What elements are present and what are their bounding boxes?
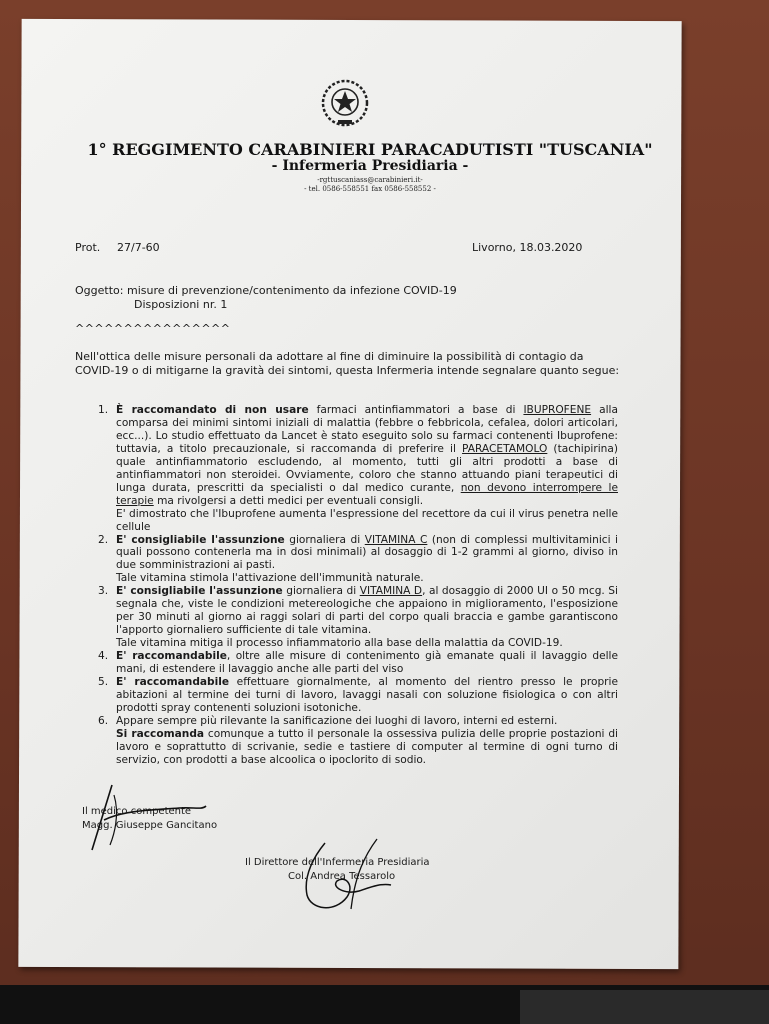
list-item: 6. Appare sempre più rilevante la sanificazione dei luoghi di lavoro, interni ed esterni. Si raccomanda comunque a tutto il personale la ossessiva pulizia delle proprie postazioni di lavoro e soprattutto di scrivanie, sedie e tastiere di computer al termine di ogni turno di servizio, con prodotti a base alcoolica o ipoclorito di sodio. bbox=[98, 714, 618, 766]
list-item: 3. E' consigliabile l'assunzione giornaliera di VITAMINA D, al dosaggio di 2000 UI o 50 mcg. Si segnala che, viste le condizioni metereologiche che appaiono in miglioramento, l'esposizione per 30 minuti al giorno ai raggi solari di parti del corpo quali braccia e gambe garantiscono l'apporto giornaliero sufficiente di tale vitamina. Tale vitamina mitiga il processo infiammatorio alla base della malattia da COVID-19. bbox=[98, 585, 618, 650]
list-item: 4. E' raccomandabile, oltre alle misure di contenimento già emanate quali il lavaggio delle mani, di estendere il lavaggio anche alle parti del viso bbox=[98, 650, 619, 676]
department-title: - Infermeria Presidiaria - bbox=[271, 158, 469, 174]
institution-title: 1° REGGIMENTO CARABINIERI PARACADUTISTI "TUSCANIA" bbox=[87, 140, 653, 159]
director-signature-scrawl bbox=[285, 835, 435, 915]
director-role: Il Direttore dell'Infermeria Presidiaria bbox=[245, 857, 430, 868]
email-line: -rgttuscaniass@carabinieri.it- bbox=[317, 176, 423, 184]
list-item: 1. È raccomandato di non usare farmaci antinfiammatori a base di IBUPROFENE alla comparsa dei minimi sintomi iniziali di malattia (febbre o febbricola, cefalea, dolori articolari, ecc...). Lo studio effettuato da Lancet è stato eseguito solo su farmaci contenenti Ibuprofene: tuttavia, a titolo precauzionale, si raccomanda di preferire il PARACETAMOLO (tachipirina) quale antinfiammatorio escludendo, al momento, tutti gli altri prodotti a base di antinfiammatori non steroidei. Ovviamente, coloro che stanno attuando piani terapeutici di lunga durata, prescritti da specialisti o dal medico curante, non devono interrompere le terapie ma rivolgersi a detti medici per eventuali consigli. E' dimostrato che l'Ibuprofene aumenta l'espressione del recettore da cui il virus penetra nelle cellule bbox=[98, 404, 618, 533]
separator: ^^^^^^^^^^^^^^^^ bbox=[75, 322, 231, 335]
prot-label: Prot. bbox=[75, 241, 101, 254]
list-item: 5. E' raccomandabile effettuare giornalmente, al momento del rientro presso le proprie abitazioni al termine dei turni di lavoro, lavaggi nasali con soluzione fisiologica o con altri prodotti spray contenenti soluzioni isotoniche. bbox=[98, 676, 618, 714]
director-name: Col. Andrea Tessarolo bbox=[288, 871, 396, 882]
medico-signature-scrawl bbox=[84, 780, 214, 855]
subject-text: misure di prevenzione/contenimento da infezione COVID-19 bbox=[127, 284, 457, 297]
floor-object bbox=[520, 990, 769, 1024]
list-item: 2. E' consigliabile l'assunzione giornaliera di VITAMINA C (non di complessi multivitaminici i quali possono contenerla ma in dosi minimali) al dosaggio di 1-2 grammi al giorno, diviso in due somministrazioni ai pasti. Tale vitamina stimola l'attivazione dell'immunità naturale. bbox=[98, 533, 619, 585]
prot-number: 27/7-60 bbox=[117, 241, 160, 254]
place-date: Livorno, 18.03.2020 bbox=[472, 241, 583, 254]
intro-paragraph: Nell'ottica delle misure personali da adottare al fine di diminuire la possibilità di contagio da COVID-19 o di mitigarne la gravità dei sintomi, questa Infermeria intende segnalare quanto segue: bbox=[75, 350, 620, 377]
italian-republic-emblem-icon bbox=[318, 75, 372, 129]
phone-line: - tel. 0586-558551 fax 0586-558552 - bbox=[304, 185, 436, 193]
medico-name: Magg. Giuseppe Gancitano bbox=[82, 820, 218, 831]
recommendations-list bbox=[98, 404, 618, 767]
subject-label: Oggetto: bbox=[75, 284, 124, 297]
subject-sub: Disposizioni nr. 1 bbox=[134, 298, 228, 311]
medico-role: Il medico competente bbox=[82, 806, 192, 817]
